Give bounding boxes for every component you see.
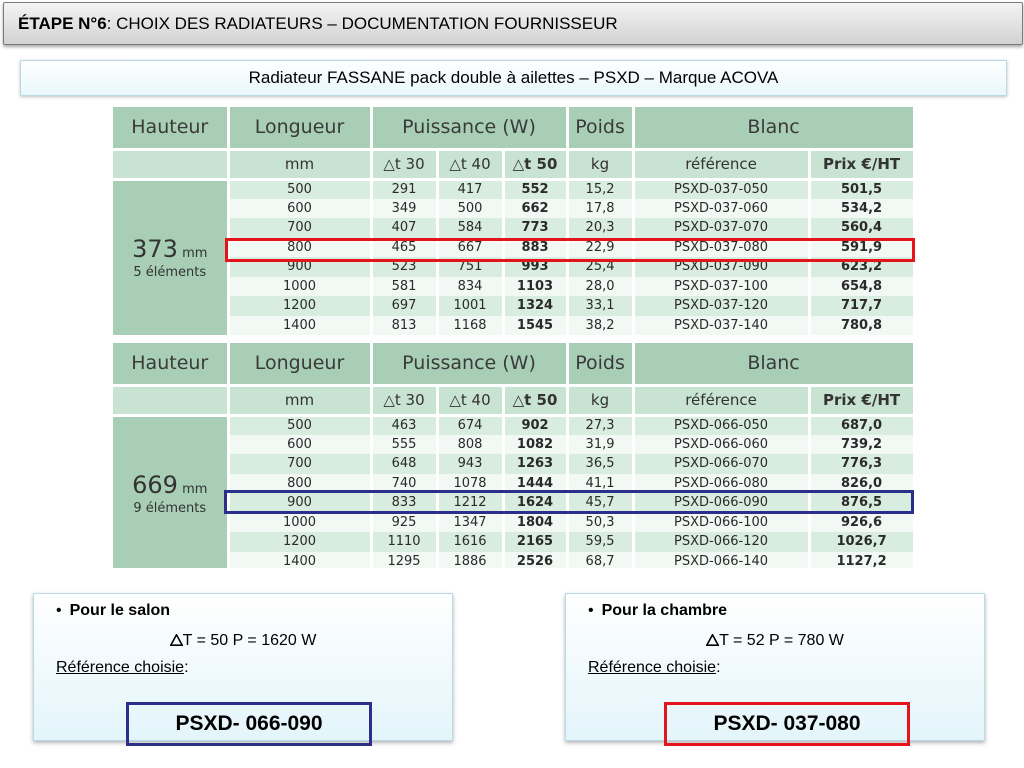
poids-cell: 15,2 [567, 179, 633, 199]
dt30-cell: 1295 [371, 552, 437, 569]
delta-icon [170, 634, 183, 646]
table-row [113, 474, 914, 494]
card-chambre-formula-text: T = 52 P = 780 W [719, 632, 844, 649]
sub-dt40: △t 40 [437, 385, 503, 415]
table-row [113, 552, 914, 569]
dt50-cell: 1103 [503, 277, 567, 297]
table-row [113, 316, 914, 336]
slide-title-bar [3, 2, 1023, 45]
prix-cell: 739,2 [809, 435, 914, 455]
table-row [113, 493, 914, 513]
card-chambre-heading [588, 602, 727, 620]
card-salon-formula-text: T = 50 P = 1620 W [182, 632, 317, 649]
prix-cell: 826,0 [809, 474, 914, 494]
card-salon-formula [34, 632, 452, 650]
table-row [113, 513, 914, 533]
prix-cell: 776,3 [809, 454, 914, 474]
dt40-cell: 500 [437, 199, 503, 219]
longueur-cell: 600 [228, 435, 371, 455]
dt30-cell: 833 [371, 493, 437, 513]
dt30-cell: 813 [371, 316, 437, 336]
prix-cell: 654,8 [809, 277, 914, 297]
prix-cell: 501,5 [809, 179, 914, 199]
prix-cell: 926,6 [809, 513, 914, 533]
prix-cell: 1127,2 [809, 552, 914, 569]
col-poids: Poids [567, 343, 633, 385]
longueur-cell: 500 [228, 415, 371, 435]
sub-kg: kg [567, 149, 633, 179]
sub-prix: Prix €/HT [809, 385, 914, 415]
product-subtitle: Radiateur FASSANE pack double à ailettes – PSXD – Marque ACOVA [20, 60, 1007, 96]
dt50-cell: 1545 [503, 316, 567, 336]
dt40-cell: 751 [437, 257, 503, 277]
slide-title: : CHOIX DES RADIATEURS – DOCUMENTATION FOURNISSEUR [106, 13, 618, 33]
prix-cell: 717,7 [809, 296, 914, 316]
prix-cell: 687,0 [809, 415, 914, 435]
card-chambre-ref-label: Référence choisie [588, 659, 717, 676]
reference-cell: PSXD-037-050 [633, 179, 809, 199]
dt40-cell: 834 [437, 277, 503, 297]
poids-cell: 27,3 [567, 415, 633, 435]
dt50-cell: 552 [503, 179, 567, 199]
reference-cell: PSXD-037-090 [633, 257, 809, 277]
dt40-cell: 1616 [437, 532, 503, 552]
hauteur-cell [113, 179, 228, 335]
longueur-cell: 1000 [228, 513, 371, 533]
table-row [113, 257, 914, 277]
prix-cell: 876,5 [809, 493, 914, 513]
hauteur-line [113, 234, 227, 265]
card-chambre [565, 593, 985, 741]
longueur-cell: 1400 [228, 316, 371, 336]
hauteur-elements: 9 éléments [133, 500, 207, 516]
sub-reference: référence [633, 385, 809, 415]
dt30-cell: 291 [371, 179, 437, 199]
reference-cell: PSXD-066-100 [633, 513, 809, 533]
radiator-table-669 [113, 343, 914, 568]
table-row [113, 238, 914, 258]
poids-cell: 25,4 [567, 257, 633, 277]
dt40-cell: 1347 [437, 513, 503, 533]
sub-dt30: △t 30 [371, 385, 437, 415]
card-chambre-ref-colon: : [716, 659, 721, 676]
table-row [113, 454, 914, 474]
card-salon-ref-line [56, 659, 189, 677]
poids-cell: 17,8 [567, 199, 633, 219]
dt40-cell: 1168 [437, 316, 503, 336]
dt50-cell: 2165 [503, 532, 567, 552]
dt30-cell: 1110 [371, 532, 437, 552]
dt30-cell: 581 [371, 277, 437, 297]
reference-cell: PSXD-037-060 [633, 199, 809, 219]
bullet-icon: • [588, 602, 594, 619]
dt40-cell: 1078 [437, 474, 503, 494]
col-blanc: Blanc [633, 343, 914, 385]
card-chambre-answer: PSXD- 037-080 [664, 702, 910, 746]
reference-cell: PSXD-066-070 [633, 454, 809, 474]
sub-dt50: △t 50 [503, 149, 567, 179]
reference-cell: PSXD-037-100 [633, 277, 809, 297]
longueur-cell: 1200 [228, 296, 371, 316]
card-chambre-formula [566, 632, 984, 650]
table-body-669 [113, 415, 914, 568]
reference-cell: PSXD-037-070 [633, 218, 809, 238]
card-chambre-ref-line [588, 659, 721, 677]
table-row [113, 435, 914, 455]
reference-cell: PSXD-066-050 [633, 415, 809, 435]
dt40-cell: 674 [437, 415, 503, 435]
dt30-cell: 523 [371, 257, 437, 277]
table-row [113, 296, 914, 316]
radiator-table-373 [113, 107, 914, 337]
dt40-cell: 1886 [437, 552, 503, 569]
hauteur-value: 669 [132, 470, 178, 499]
longueur-cell: 1200 [228, 532, 371, 552]
reference-cell: PSXD-066-120 [633, 532, 809, 552]
poids-cell: 20,3 [567, 218, 633, 238]
hauteur-value: 373 [132, 234, 178, 263]
dt40-cell: 667 [437, 238, 503, 258]
hauteur-elements: 5 éléments [133, 264, 207, 280]
table-row [113, 179, 914, 199]
dt40-cell: 808 [437, 435, 503, 455]
poids-cell: 38,2 [567, 316, 633, 336]
longueur-cell: 900 [228, 493, 371, 513]
dt30-cell: 697 [371, 296, 437, 316]
longueur-cell: 700 [228, 454, 371, 474]
poids-cell: 22,9 [567, 238, 633, 258]
table-row [113, 532, 914, 552]
dt50-cell: 1324 [503, 296, 567, 316]
sub-dt30: △t 30 [371, 149, 437, 179]
sub-mm: mm [228, 149, 371, 179]
dt30-cell: 349 [371, 199, 437, 219]
dt30-cell: 465 [371, 238, 437, 258]
dt50-cell: 1804 [503, 513, 567, 533]
dt50-cell: 883 [503, 238, 567, 258]
dt50-cell: 1082 [503, 435, 567, 455]
longueur-cell: 500 [228, 179, 371, 199]
sub-prix: Prix €/HT [809, 149, 914, 179]
sub-dt50: △t 50 [503, 385, 567, 415]
table-row [113, 199, 914, 219]
dt30-cell: 925 [371, 513, 437, 533]
step-label: ÉTAPE N°6 [18, 13, 107, 33]
col-hauteur: Hauteur [113, 107, 228, 149]
sub-reference: référence [633, 149, 809, 179]
reference-cell: PSXD-066-140 [633, 552, 809, 569]
reference-cell: PSXD-066-060 [633, 435, 809, 455]
col-longueur: Longueur [228, 343, 371, 385]
longueur-cell: 800 [228, 474, 371, 494]
prix-cell: 591,9 [809, 238, 914, 258]
poids-cell: 50,3 [567, 513, 633, 533]
dt50-cell: 773 [503, 218, 567, 238]
dt40-cell: 1001 [437, 296, 503, 316]
col-puissance: Puissance (W) [371, 107, 567, 149]
card-salon-ref-colon: : [184, 659, 189, 676]
table-row [113, 277, 914, 297]
poids-cell: 33,1 [567, 296, 633, 316]
longueur-cell: 600 [228, 199, 371, 219]
dt30-cell: 407 [371, 218, 437, 238]
poids-cell: 28,0 [567, 277, 633, 297]
sub-empty [113, 149, 228, 179]
card-salon-title: Pour le salon [69, 602, 171, 619]
dt50-cell: 662 [503, 199, 567, 219]
poids-cell: 68,7 [567, 552, 633, 569]
dt30-cell: 740 [371, 474, 437, 494]
dt40-cell: 1212 [437, 493, 503, 513]
card-salon-ref-label: Référence choisie [56, 659, 185, 676]
prix-cell: 560,4 [809, 218, 914, 238]
dt50-cell: 1263 [503, 454, 567, 474]
poids-cell: 31,9 [567, 435, 633, 455]
dt50-cell: 902 [503, 415, 567, 435]
col-hauteur: Hauteur [113, 343, 228, 385]
card-salon-heading [56, 602, 170, 620]
poids-cell: 41,1 [567, 474, 633, 494]
reference-cell: PSXD-037-080 [633, 238, 809, 258]
table-row [113, 218, 914, 238]
dt50-cell: 993 [503, 257, 567, 277]
dt40-cell: 417 [437, 179, 503, 199]
bullet-icon: • [56, 602, 62, 619]
longueur-cell: 900 [228, 257, 371, 277]
col-blanc: Blanc [633, 107, 914, 149]
longueur-cell: 700 [228, 218, 371, 238]
sub-kg: kg [567, 385, 633, 415]
prix-cell: 780,8 [809, 316, 914, 336]
prix-cell: 534,2 [809, 199, 914, 219]
reference-cell: PSXD-037-140 [633, 316, 809, 336]
dt30-cell: 555 [371, 435, 437, 455]
dt40-cell: 943 [437, 454, 503, 474]
poids-cell: 36,5 [567, 454, 633, 474]
reference-cell: PSXD-037-120 [633, 296, 809, 316]
dt30-cell: 463 [371, 415, 437, 435]
col-longueur: Longueur [228, 107, 371, 149]
col-poids: Poids [567, 107, 633, 149]
card-chambre-title: Pour la chambre [601, 602, 727, 619]
dt50-cell: 1444 [503, 474, 567, 494]
poids-cell: 59,5 [567, 532, 633, 552]
card-salon-answer: PSXD- 066-090 [126, 702, 372, 746]
hauteur-cell [113, 415, 228, 568]
dt50-cell: 1624 [503, 493, 567, 513]
dt50-cell: 2526 [503, 552, 567, 569]
longueur-cell: 1400 [228, 552, 371, 569]
delta-icon [706, 634, 719, 646]
longueur-cell: 800 [228, 238, 371, 258]
table-row [113, 415, 914, 435]
hauteur-line [113, 470, 227, 501]
sub-mm: mm [228, 385, 371, 415]
dt30-cell: 648 [371, 454, 437, 474]
reference-cell: PSXD-066-090 [633, 493, 809, 513]
table-body-373 [113, 179, 914, 335]
hauteur-unit: mm [182, 481, 208, 497]
poids-cell: 45,7 [567, 493, 633, 513]
prix-cell: 623,2 [809, 257, 914, 277]
col-puissance: Puissance (W) [371, 343, 567, 385]
card-salon [33, 593, 453, 741]
hauteur-unit: mm [182, 245, 208, 261]
dt40-cell: 584 [437, 218, 503, 238]
sub-dt40: △t 40 [437, 149, 503, 179]
reference-cell: PSXD-066-080 [633, 474, 809, 494]
longueur-cell: 1000 [228, 277, 371, 297]
sub-empty [113, 385, 228, 415]
prix-cell: 1026,7 [809, 532, 914, 552]
